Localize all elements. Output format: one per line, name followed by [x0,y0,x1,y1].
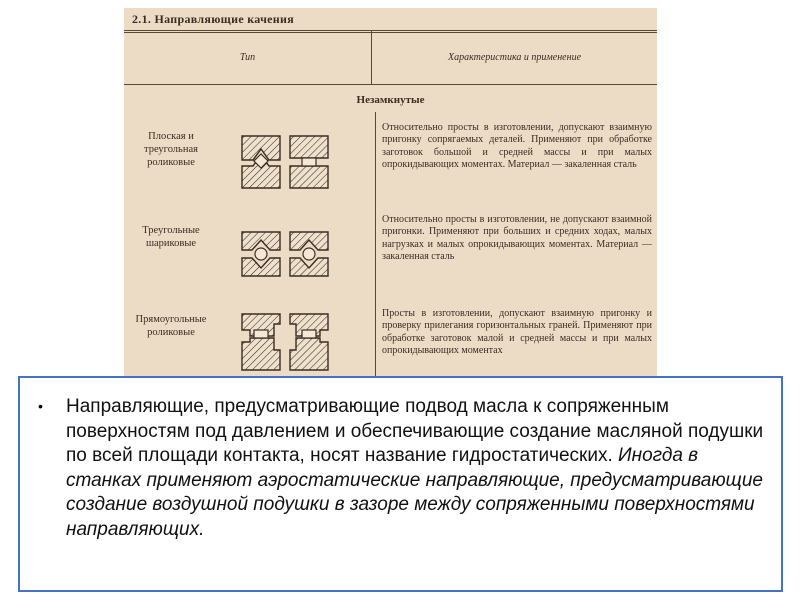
scanned-table-image [124,8,657,398]
row-1-type-name: Плоская и треугольная роликовые [144,131,198,168]
triangular-ball-guide-drawing [236,226,334,282]
table-top-rule [124,30,657,31]
row-2-description: Относительно просты в изготовлении, не допускают взаимной пригонки. Применяют при больших и средних ходах, малых нагрузках и малых опрокидывающих моментах. Материал — закаленная сталь [382,214,652,263]
bullet-paragraph [66,395,778,542]
row-3-description: Просты в изготовлении, допускают взаимную пригонку и проверку прилегания горизонтальных граней. Применяют при обработке заготовок малой и средней массы и при малых опрокидывающих моментах [382,308,652,357]
header-bottom-rule [124,84,657,85]
paragraph-normal-text: Направляющие, предусматривающие подвод масла к сопряженным поверхностям под давлением и обеспечивающие создание масляной подушки по всей площади контакта, носят название гидростатических. [66,396,764,466]
row-2-type-name: Треугольные шариковые [142,225,200,249]
table-subheader: Незамкнутые [356,94,425,106]
table-title: 2.1. Направляющие качения [132,12,295,26]
text-box [18,376,783,592]
rectangular-roller-guide-drawing [236,308,334,378]
paragraph-italic-text: Иногда в станках применяют аэростатические направляющие, предусматривающие создание воздушной подушки в зазоре между сопряженными поверхностями направляющих. [66,445,763,540]
column-header-type: Тип [239,52,256,63]
row-3-type-name: Прямоугольные роликовые [135,314,207,338]
flat-triangular-roller-guide-drawing [236,130,334,194]
body-divider [375,112,376,396]
bullet-marker: • [38,398,43,414]
column-header-description: Характеристика и применение [447,52,582,63]
table-top-rule-double [124,32,657,33]
row-1-description: Относительно просты в изготовлении, допускают взаимную пригонку сопрягаемых деталей. Применяют при обработке заготовок большой и средней массы и при малых опрокидывающих моментах. Материал — закаленная сталь [382,122,652,171]
